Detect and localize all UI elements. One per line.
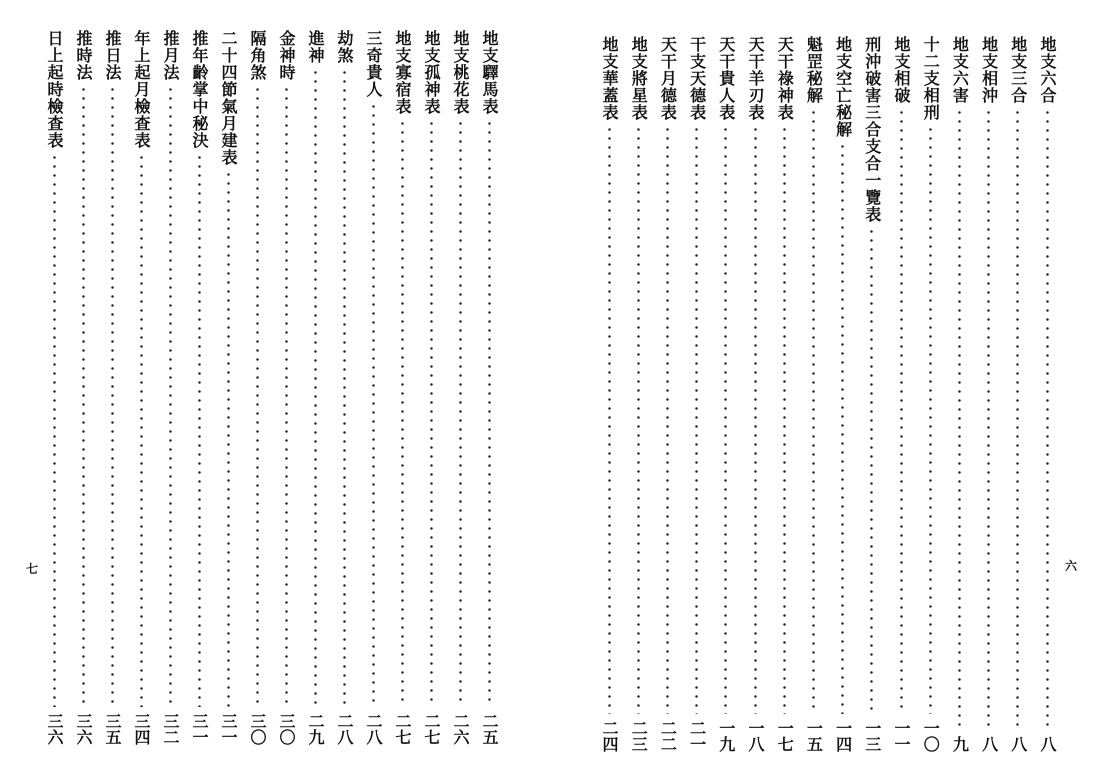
toc-entry-title: 地支孤神表	[422, 30, 441, 115]
toc-entry-page-number: 二一	[687, 720, 707, 752]
toc-entry-title: 地支六害	[950, 36, 970, 104]
toc-entry	[275, 30, 297, 745]
toc-entry	[130, 30, 152, 745]
toc-entry-title: 推月法	[161, 30, 180, 81]
toc-entry-title: 地支華蓋表	[600, 36, 619, 121]
toc-entry	[101, 30, 123, 745]
dot-leader	[140, 153, 143, 707]
dot-leader	[1046, 108, 1049, 730]
dot-leader	[724, 125, 727, 714]
toc-entry	[217, 30, 239, 745]
toc-entry-page-number: 三四	[132, 713, 151, 745]
toc-entry-title: 地支空亡秘解	[833, 36, 853, 138]
dot-leader	[695, 125, 698, 714]
toc-entry-page-number: 八	[979, 736, 999, 752]
toc-entry-page-number: 二五	[480, 713, 499, 745]
toc-entry-page-number: 二七	[393, 713, 412, 745]
toc-entry-page-number: 二四	[600, 720, 619, 752]
toc-entry	[391, 30, 413, 745]
toc-entry-title: 地支相沖	[979, 36, 999, 104]
right-page	[560, 0, 1119, 776]
toc-entry-title: 金神時	[277, 30, 296, 81]
toc-entry	[919, 36, 941, 752]
dot-leader	[53, 153, 56, 707]
dot-leader	[256, 85, 259, 707]
dot-leader	[987, 108, 990, 730]
dot-leader	[1016, 108, 1019, 730]
toc-entry-page-number: 二八	[335, 713, 354, 745]
toc-entry-title: 地支六合	[1038, 36, 1057, 104]
toc-entry	[188, 30, 210, 745]
toc-entry-page-number: 八	[1008, 736, 1028, 752]
toc-entry-page-number: 三六	[45, 713, 64, 745]
toc-entry-page-number: 一三	[862, 720, 882, 752]
dot-leader	[870, 227, 873, 714]
dot-leader	[285, 85, 288, 707]
toc-entry-page-number: 三一	[219, 713, 238, 745]
toc-entry-title: 推時法	[74, 30, 93, 81]
toc-entry-page-number: 一一	[892, 720, 911, 752]
toc-entry-title: 天干羊刃表	[746, 36, 765, 121]
toc-entry-page-number: 二八	[364, 713, 383, 745]
toc-entry-title: 十二支相刑	[921, 36, 941, 121]
toc-entry-page-number: 一八	[746, 720, 765, 752]
dot-leader	[430, 119, 433, 707]
toc-entry-title: 地支將星表	[629, 36, 649, 121]
toc-entry	[478, 30, 500, 745]
toc-entry-title: 地支桃花表	[451, 30, 470, 115]
dot-leader	[637, 125, 640, 714]
dot-leader	[111, 85, 114, 707]
toc-entry	[627, 36, 649, 752]
toc-entry-page-number: 一九	[716, 720, 736, 752]
toc-entry	[246, 30, 268, 745]
dot-leader	[459, 119, 462, 707]
dot-leader	[900, 108, 903, 714]
toc-entry	[43, 30, 65, 745]
toc-entry-page-number: 二二	[658, 720, 678, 752]
toc-entry	[159, 30, 181, 745]
toc-entry-page-number: 一五	[804, 720, 824, 752]
toc-entry	[304, 30, 326, 745]
toc-entry-title: 地支寡宿表	[393, 30, 412, 115]
dot-leader	[754, 125, 757, 714]
dot-leader	[82, 85, 85, 707]
toc-entry	[1007, 36, 1029, 752]
toc-entry	[449, 30, 471, 745]
dot-leader	[343, 68, 346, 707]
toc-entry-title: 年上起月檢查表	[132, 30, 151, 149]
toc-entry	[773, 36, 795, 752]
dot-leader	[169, 85, 172, 707]
toc-entry-title: 地支驛馬表	[480, 30, 499, 115]
toc-entry-title: 天干貴人表	[716, 36, 736, 121]
toc-entry-page-number: 三〇	[248, 713, 267, 745]
toc-entry	[686, 36, 708, 752]
toc-entry	[948, 36, 970, 752]
toc-entry-title: 地支相破	[892, 36, 911, 104]
toc-entry-page-number: 二三	[629, 720, 649, 752]
page-folio: 七	[26, 562, 39, 576]
dot-leader	[666, 125, 669, 714]
toc-entry-title: 日上起時檢查表	[45, 30, 64, 149]
toc-entry-title: 天干祿神表	[775, 36, 795, 121]
toc-entry-page-number: 二六	[451, 713, 470, 745]
dot-leader	[488, 119, 491, 707]
toc-entry	[1036, 36, 1058, 752]
toc-entry	[598, 36, 620, 752]
toc-entry-page-number: 九	[950, 736, 970, 752]
dot-leader	[372, 102, 375, 707]
toc-entry	[420, 30, 442, 745]
dot-leader	[929, 125, 932, 714]
toc-entry-page-number: 一〇	[921, 720, 941, 752]
toc-entry	[333, 30, 355, 745]
toc-entry-title: 劫煞	[335, 30, 354, 64]
dot-leader	[314, 68, 317, 707]
dot-leader	[783, 125, 786, 714]
dot-leader	[198, 153, 201, 707]
toc-entry-title: 隔角煞	[248, 30, 267, 81]
toc-entry-page-number: 一七	[775, 720, 795, 752]
dot-leader	[227, 170, 230, 707]
dot-leader	[841, 142, 844, 714]
toc-entry	[744, 36, 766, 752]
toc-entry-title: 推日法	[103, 30, 122, 81]
toc-entry	[362, 30, 384, 745]
toc-entry	[72, 30, 94, 745]
toc-entry-title: 干支天德表	[687, 36, 707, 121]
toc-entry-title: 魁罡秘解	[804, 36, 824, 104]
dot-leader	[958, 108, 961, 730]
toc-entry-page-number: 一四	[833, 720, 853, 752]
toc-entry	[715, 36, 737, 752]
toc-entry-page-number: 二七	[422, 713, 441, 745]
toc-entry-page-number: 二九	[306, 713, 325, 745]
toc-entry-title: 推年齡掌中秘決	[190, 30, 209, 149]
toc-entry	[890, 36, 912, 752]
toc-entry-page-number: 三五	[103, 713, 122, 745]
toc-entry	[861, 36, 883, 752]
page-folio: 六	[1065, 559, 1078, 573]
dot-leader	[401, 119, 404, 707]
toc-entry	[656, 36, 678, 752]
toc-entry-page-number: 三六	[74, 713, 93, 745]
dot-leader	[812, 108, 815, 714]
toc-entry	[802, 36, 824, 752]
toc-entry-page-number: 三二	[161, 713, 180, 745]
toc-entry-title: 地支三合	[1008, 36, 1028, 104]
toc-entry	[832, 36, 854, 752]
toc-entry-title: 進神	[306, 30, 325, 64]
toc-entry-page-number: 三〇	[277, 713, 296, 745]
toc-entry-title: 二十四節氣月建表	[219, 30, 238, 166]
dot-leader	[608, 125, 611, 714]
toc-entry	[978, 36, 1000, 752]
toc-entry-title: 三奇貴人	[364, 30, 383, 98]
toc-entry-title: 刑沖破害三合支合一覽表	[862, 36, 882, 223]
toc-entry-page-number: 八	[1038, 736, 1057, 752]
toc-entry-title: 天干月德表	[658, 36, 678, 121]
toc-entry-page-number: 三一	[190, 713, 209, 745]
